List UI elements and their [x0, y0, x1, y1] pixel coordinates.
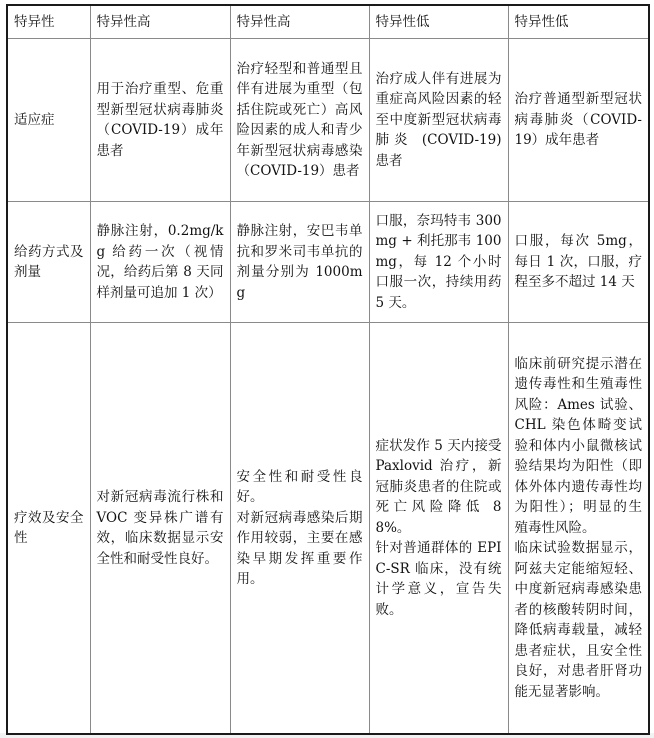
efficacy-col3-para1: 症状发作 5 天内接受 Paxlovid 治疗，新冠肺炎患者的住院或死亡风险降低 88%。 [375, 437, 502, 536]
header-cell-col1: 特异性高 [90, 5, 230, 39]
row-label-efficacy-safety: 疗效及安全性 [7, 323, 90, 735]
efficacy-col4-para2: 临床试验数据显示，阿兹夫定能缩短轻、中度新冠病毒感染患者的核酸转阴时间，降低病毒载量，减轻患者症状，且安全性良好，对患者肝肾功能无显著影响。 [514, 540, 642, 700]
cell-indication-col1: 用于治疗重型、危重型新型冠状病毒肺炎（COVID-19）成年患者 [90, 39, 230, 202]
table-row-dosage [7, 202, 649, 323]
cell-indication-col2: 治疗轻型和普通型且伴有进展为重型（包括住院或死亡）高风险因素的成人和青少年新型冠状病毒感染（COVID-19）患者 [230, 39, 369, 202]
header-cell-specificity: 特异性 [7, 5, 90, 39]
cell-efficacy-col2 [230, 323, 369, 735]
cell-dosage-col1: 静脉注射，0.2mg/kg 给药一次（视情况，给药后第 8 天同样剂量可追加 1 次） [90, 202, 230, 323]
cell-dosage-col4: 口服，每次 5mg，每日 1 次，口服，疗程至多不超过 14 天 [508, 202, 649, 323]
header-row [7, 5, 649, 39]
efficacy-col4-para1: 临床前研究提示潜在遗传毒性和生殖毒性风险：Ames 试验、CHL 染色体畸变试验和体内小鼠微核试验结果均为阳性（即体外体内遗传毒性均为阳性）；明显的生殖毒性风险。 [514, 355, 642, 536]
efficacy-col2-para2: 对新冠病毒感染后期作用较弱，主要在感染早期发挥重要作用。 [236, 509, 363, 587]
cell-efficacy-col1: 对新冠病毒流行株和 VOC 变异株广谱有效，临床数据显示安全性和耐受性良好。 [90, 323, 230, 735]
cell-indication-col3: 治疗成人伴有进展为重症高风险因素的轻至中度新型冠状病毒肺炎 (COVID-19) 患者 [369, 39, 508, 202]
table-row-indication [7, 39, 649, 202]
drug-comparison-table [6, 4, 650, 735]
efficacy-col2-para1: 安全性和耐受性良好。 [236, 468, 363, 505]
cell-dosage-col2: 静脉注射，安巴韦单抗和罗米司韦单抗的剂量分别为 1000mg [230, 202, 369, 323]
cell-efficacy-col4 [508, 323, 649, 735]
header-cell-col3: 特异性低 [369, 5, 508, 39]
header-cell-col2: 特异性高 [230, 5, 369, 39]
header-cell-col4: 特异性低 [508, 5, 649, 39]
cell-efficacy-col3 [369, 323, 508, 735]
cell-indication-col4: 治疗普通型新型冠状病毒肺炎（COVID-19）成年患者 [508, 39, 649, 202]
row-label-dosage: 给药方式及剂量 [7, 202, 90, 323]
cell-dosage-col3: 口服，奈玛特韦 300mg + 利托那韦 100mg，每 12 个小时口服一次，持续用药 5 天。 [369, 202, 508, 323]
row-label-indication: 适应症 [7, 39, 90, 202]
table-row-efficacy-safety [7, 323, 649, 735]
efficacy-col3-para2: 针对普通群体的 EPIC-SR 临床，没有统计学意义，宣告失败。 [375, 540, 502, 618]
